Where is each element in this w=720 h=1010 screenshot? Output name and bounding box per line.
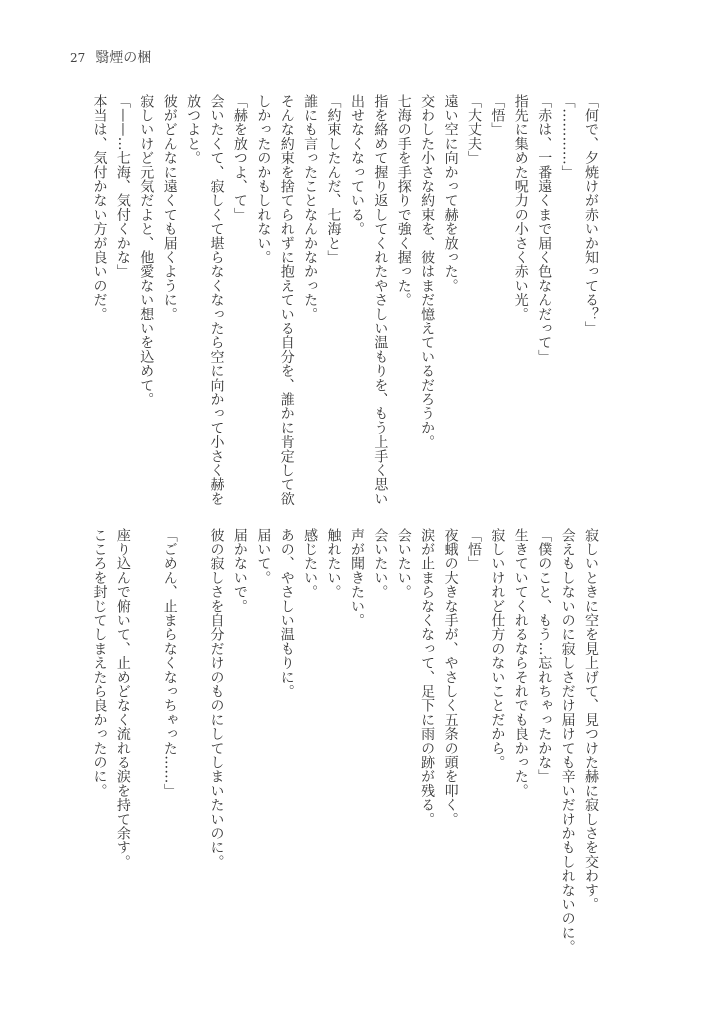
text-line: 彼がどんなに遠くても届くように。 — [161, 94, 178, 322]
text-line — [181, 528, 204, 948]
text-line: 生きていてくれるならそれでも良かった。 — [512, 528, 529, 798]
text-line: 「——…七海、気付くかな」 — [114, 94, 131, 279]
text-line: 「悟」 — [489, 94, 506, 137]
text-line: 彼の寂しさを自分だけのものにしてしまいたいのに。 — [208, 528, 225, 869]
text-line: 「僕のこと、もう…忘れちゃったかな」 — [536, 528, 553, 784]
text-line: 声が聞きたい。 — [348, 528, 365, 628]
text-line: 寂しいけど元気だよと、他愛ない想いを込めて。 — [138, 94, 155, 407]
text-line: 届いて。 — [255, 528, 272, 585]
text-line: 「悟」 — [465, 528, 482, 571]
running-header — [70, 47, 151, 67]
text-line: 「大丈夫」 — [465, 94, 482, 165]
text-line: 会えもしないのに寂しさだけ届けても辛いだけかもしれないのに。 — [559, 528, 576, 954]
text-line: 「赫を放つよ、て」 — [231, 94, 248, 222]
text-line: 「赤は、一番遠くまで届く色なんだって」 — [536, 94, 553, 364]
text-line: 触れたい。 — [325, 528, 342, 599]
text-line: 寂しいけれど仕方のないことだから。 — [489, 528, 506, 770]
text-line: そんな約束を捨てられずに抱えている自分を、誰かに肯定して欲 — [278, 94, 295, 506]
text-line: 届かないで。 — [231, 528, 248, 614]
text-line: 交わした小さな約束を、彼はまだ憶えているだろうか。 — [419, 94, 436, 449]
text-line — [134, 528, 157, 948]
page-number: 27 — [70, 51, 86, 65]
text-line: 会いたい。 — [395, 528, 412, 599]
text-line: 指を絡めて握り返してくれたやさしい温もりを、もう上手く思い — [372, 94, 389, 506]
text-line: あの、やさしい温もりに。 — [278, 528, 295, 699]
text-line: 出せなくなっている。 — [348, 94, 365, 236]
text-line: 「約束したんだ、七海と」 — [325, 94, 342, 265]
text-line: 放つよと。 — [185, 94, 202, 165]
text-line: 七海の手を手探りで強く握った。 — [395, 94, 412, 307]
text-block-bottom — [87, 528, 602, 954]
text-block-top — [87, 94, 602, 514]
text-line: 夜蛾の大きな手が、やさしく五条の頭を叩く。 — [442, 528, 459, 827]
text-line: 寂しいときに空を見上げて、見つけた赫に寂しさを交わす。 — [583, 528, 599, 912]
text-line: 「何で、夕焼けが赤いか知ってる？」 — [583, 94, 599, 336]
chapter-title: 翳煙の梱 — [95, 50, 152, 66]
text-line: こころを封じてしまえたら良かったのに。 — [91, 528, 108, 798]
text-line: 会いたい。 — [372, 528, 389, 599]
text-line: 誰にも言ったことなんかなかった。 — [302, 94, 319, 322]
text-line: 涙が止まらなくなって、足下に雨の跡が残る。 — [419, 528, 436, 827]
text-line: 座り込んで俯いて、止めどなく流れる涙を持て余す。 — [114, 528, 131, 869]
text-line: しかったのかもしれない。 — [255, 94, 272, 265]
text-line: 「…………」 — [559, 94, 576, 180]
text-line: 遠い空に向かって赫を放った。 — [442, 94, 459, 293]
text-line: 指先に集めた呪力の小さく赤い光。 — [512, 94, 529, 322]
text-line: 「ごめん、止まらなくなっちゃった……」 — [161, 528, 178, 798]
text-line: 会いたくて、寂しくて堪らなくなったら空に向かって小さく赫を — [208, 94, 225, 506]
text-line: 感じたい。 — [302, 528, 319, 599]
text-line: 本当は、気付かない方が良いのだ。 — [91, 94, 108, 322]
